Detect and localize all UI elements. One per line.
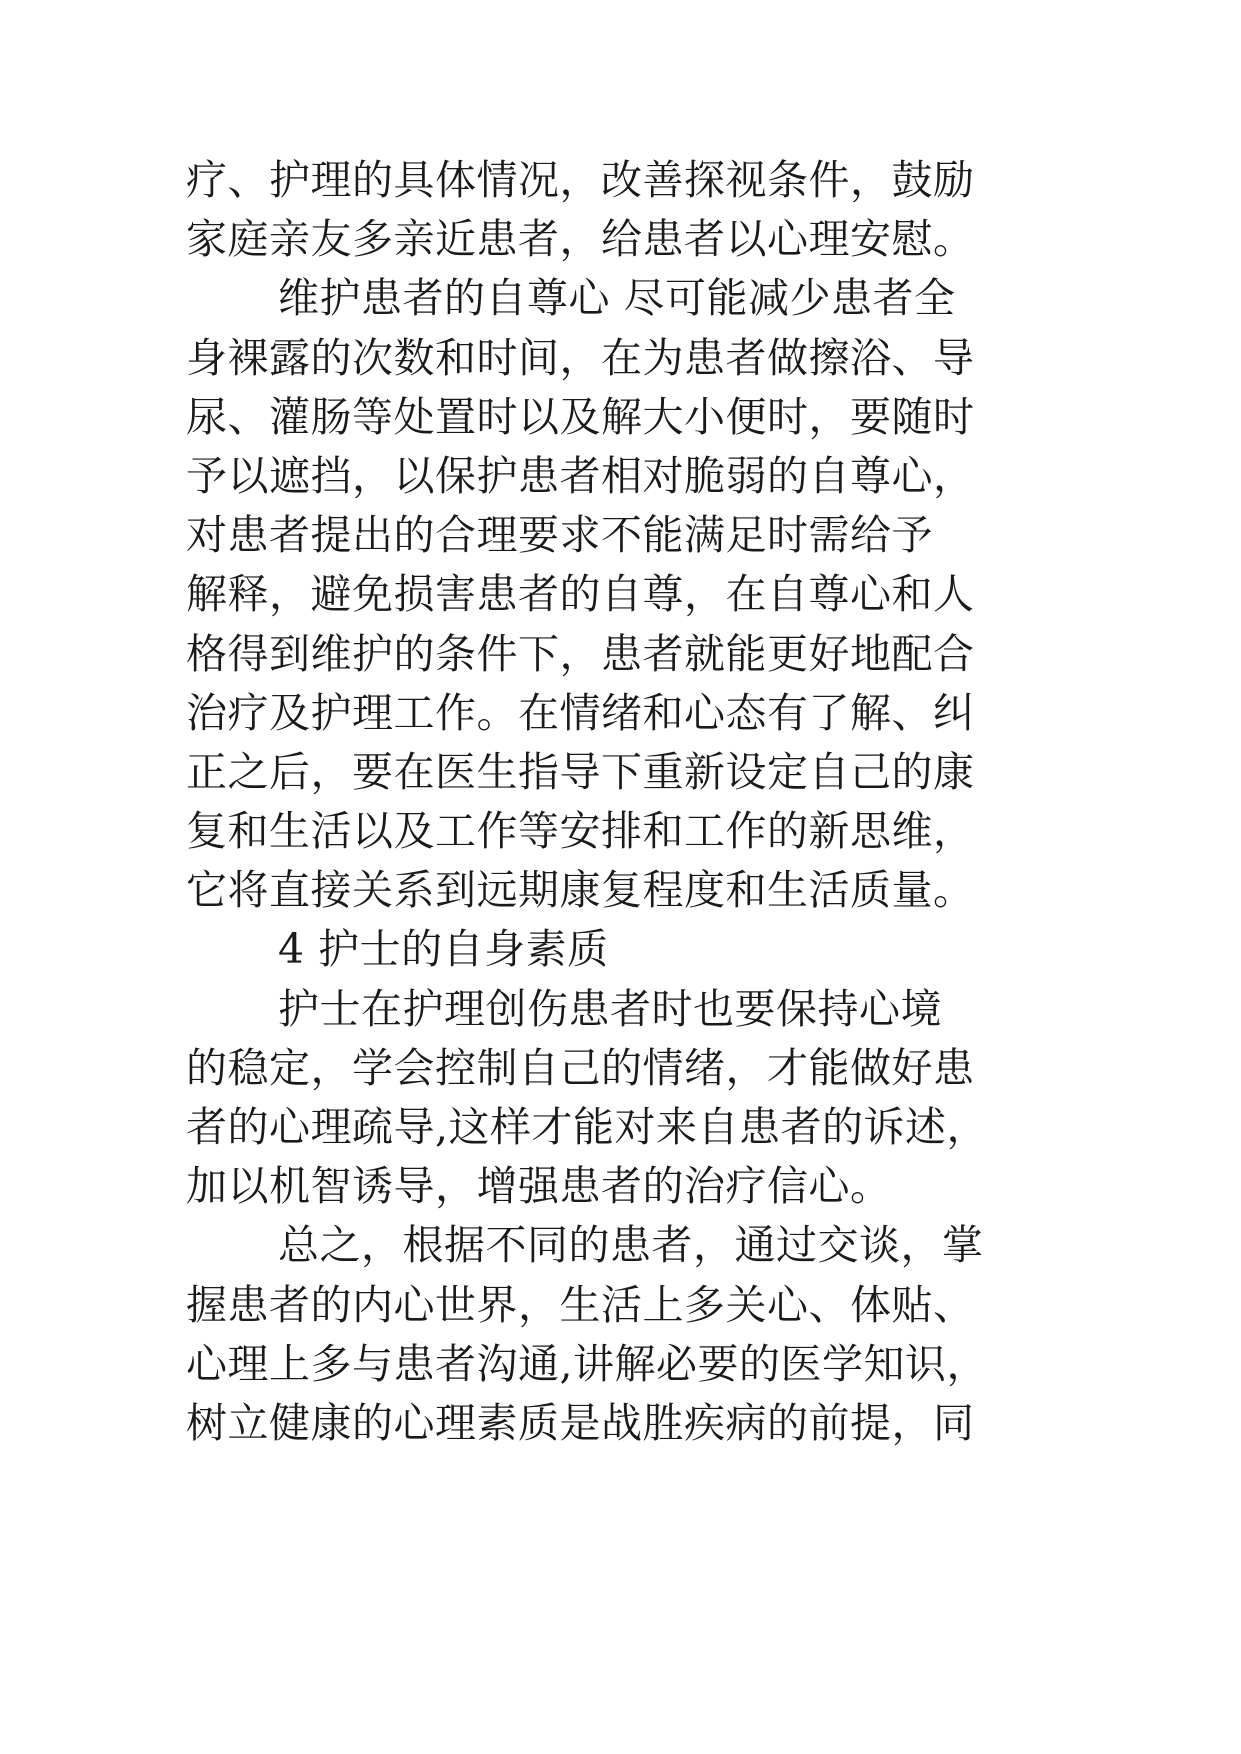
text-line: 解释，避免损害患者的自尊，在自尊心和人	[186, 570, 975, 619]
text-line: 疗、护理的具体情况，改善探视条件，鼓励	[186, 156, 975, 204]
body-text	[186, 151, 1086, 1453]
text-line: 树立健康的心理素质是战胜疾病的前提，同	[186, 1398, 975, 1447]
text-line: 握患者的内心世界，生活上多关心、体贴、	[186, 1280, 975, 1329]
text-line: 身裸露的次数和时间，在为患者做擦浴、导	[186, 333, 975, 382]
text-line: 复和生活以及工作等安排和工作的新思维，	[186, 807, 975, 856]
text-line: 总之，根据不同的患者，通过交谈，掌	[278, 1221, 984, 1270]
text-line: 尿、灌肠等处置时以及解大小便时，要随时	[186, 392, 975, 441]
text-line: 的稳定，学会控制自己的情绪，才能做好患	[186, 1043, 975, 1092]
text-line: 家庭亲友多亲近患者，给患者以心理安慰。	[186, 215, 975, 264]
text-line: 对患者提出的合理要求不能满足时需给予	[186, 511, 933, 560]
text-line: 者的心理疏导,这样才能对来自患者的诉述，	[186, 1103, 989, 1151]
text-line: 治疗及护理工作。在情绪和心态有了解、纠	[186, 688, 975, 737]
text-line: 格得到维护的条件下，患者就能更好地配合	[186, 629, 975, 678]
text-line: 4 护士的自身素质	[278, 925, 609, 974]
text-line: 心理上多与患者沟通,讲解必要的医学知识，	[186, 1339, 989, 1388]
text-line: 正之后，要在医生指导下重新设定自己的康	[186, 747, 975, 796]
text-line: 它将直接关系到远期康复程度和生活质量。	[186, 866, 975, 915]
text-line: 加以机智诱导，增强患者的治疗信心。	[186, 1162, 892, 1211]
text-line: 维护患者的自尊心 尽可能减少患者全	[278, 274, 956, 323]
text-line: 护士在护理创伤患者时也要保持心境	[278, 984, 942, 1033]
text-line: 予以遮挡，以保护患者相对脆弱的自尊心，	[186, 451, 975, 500]
